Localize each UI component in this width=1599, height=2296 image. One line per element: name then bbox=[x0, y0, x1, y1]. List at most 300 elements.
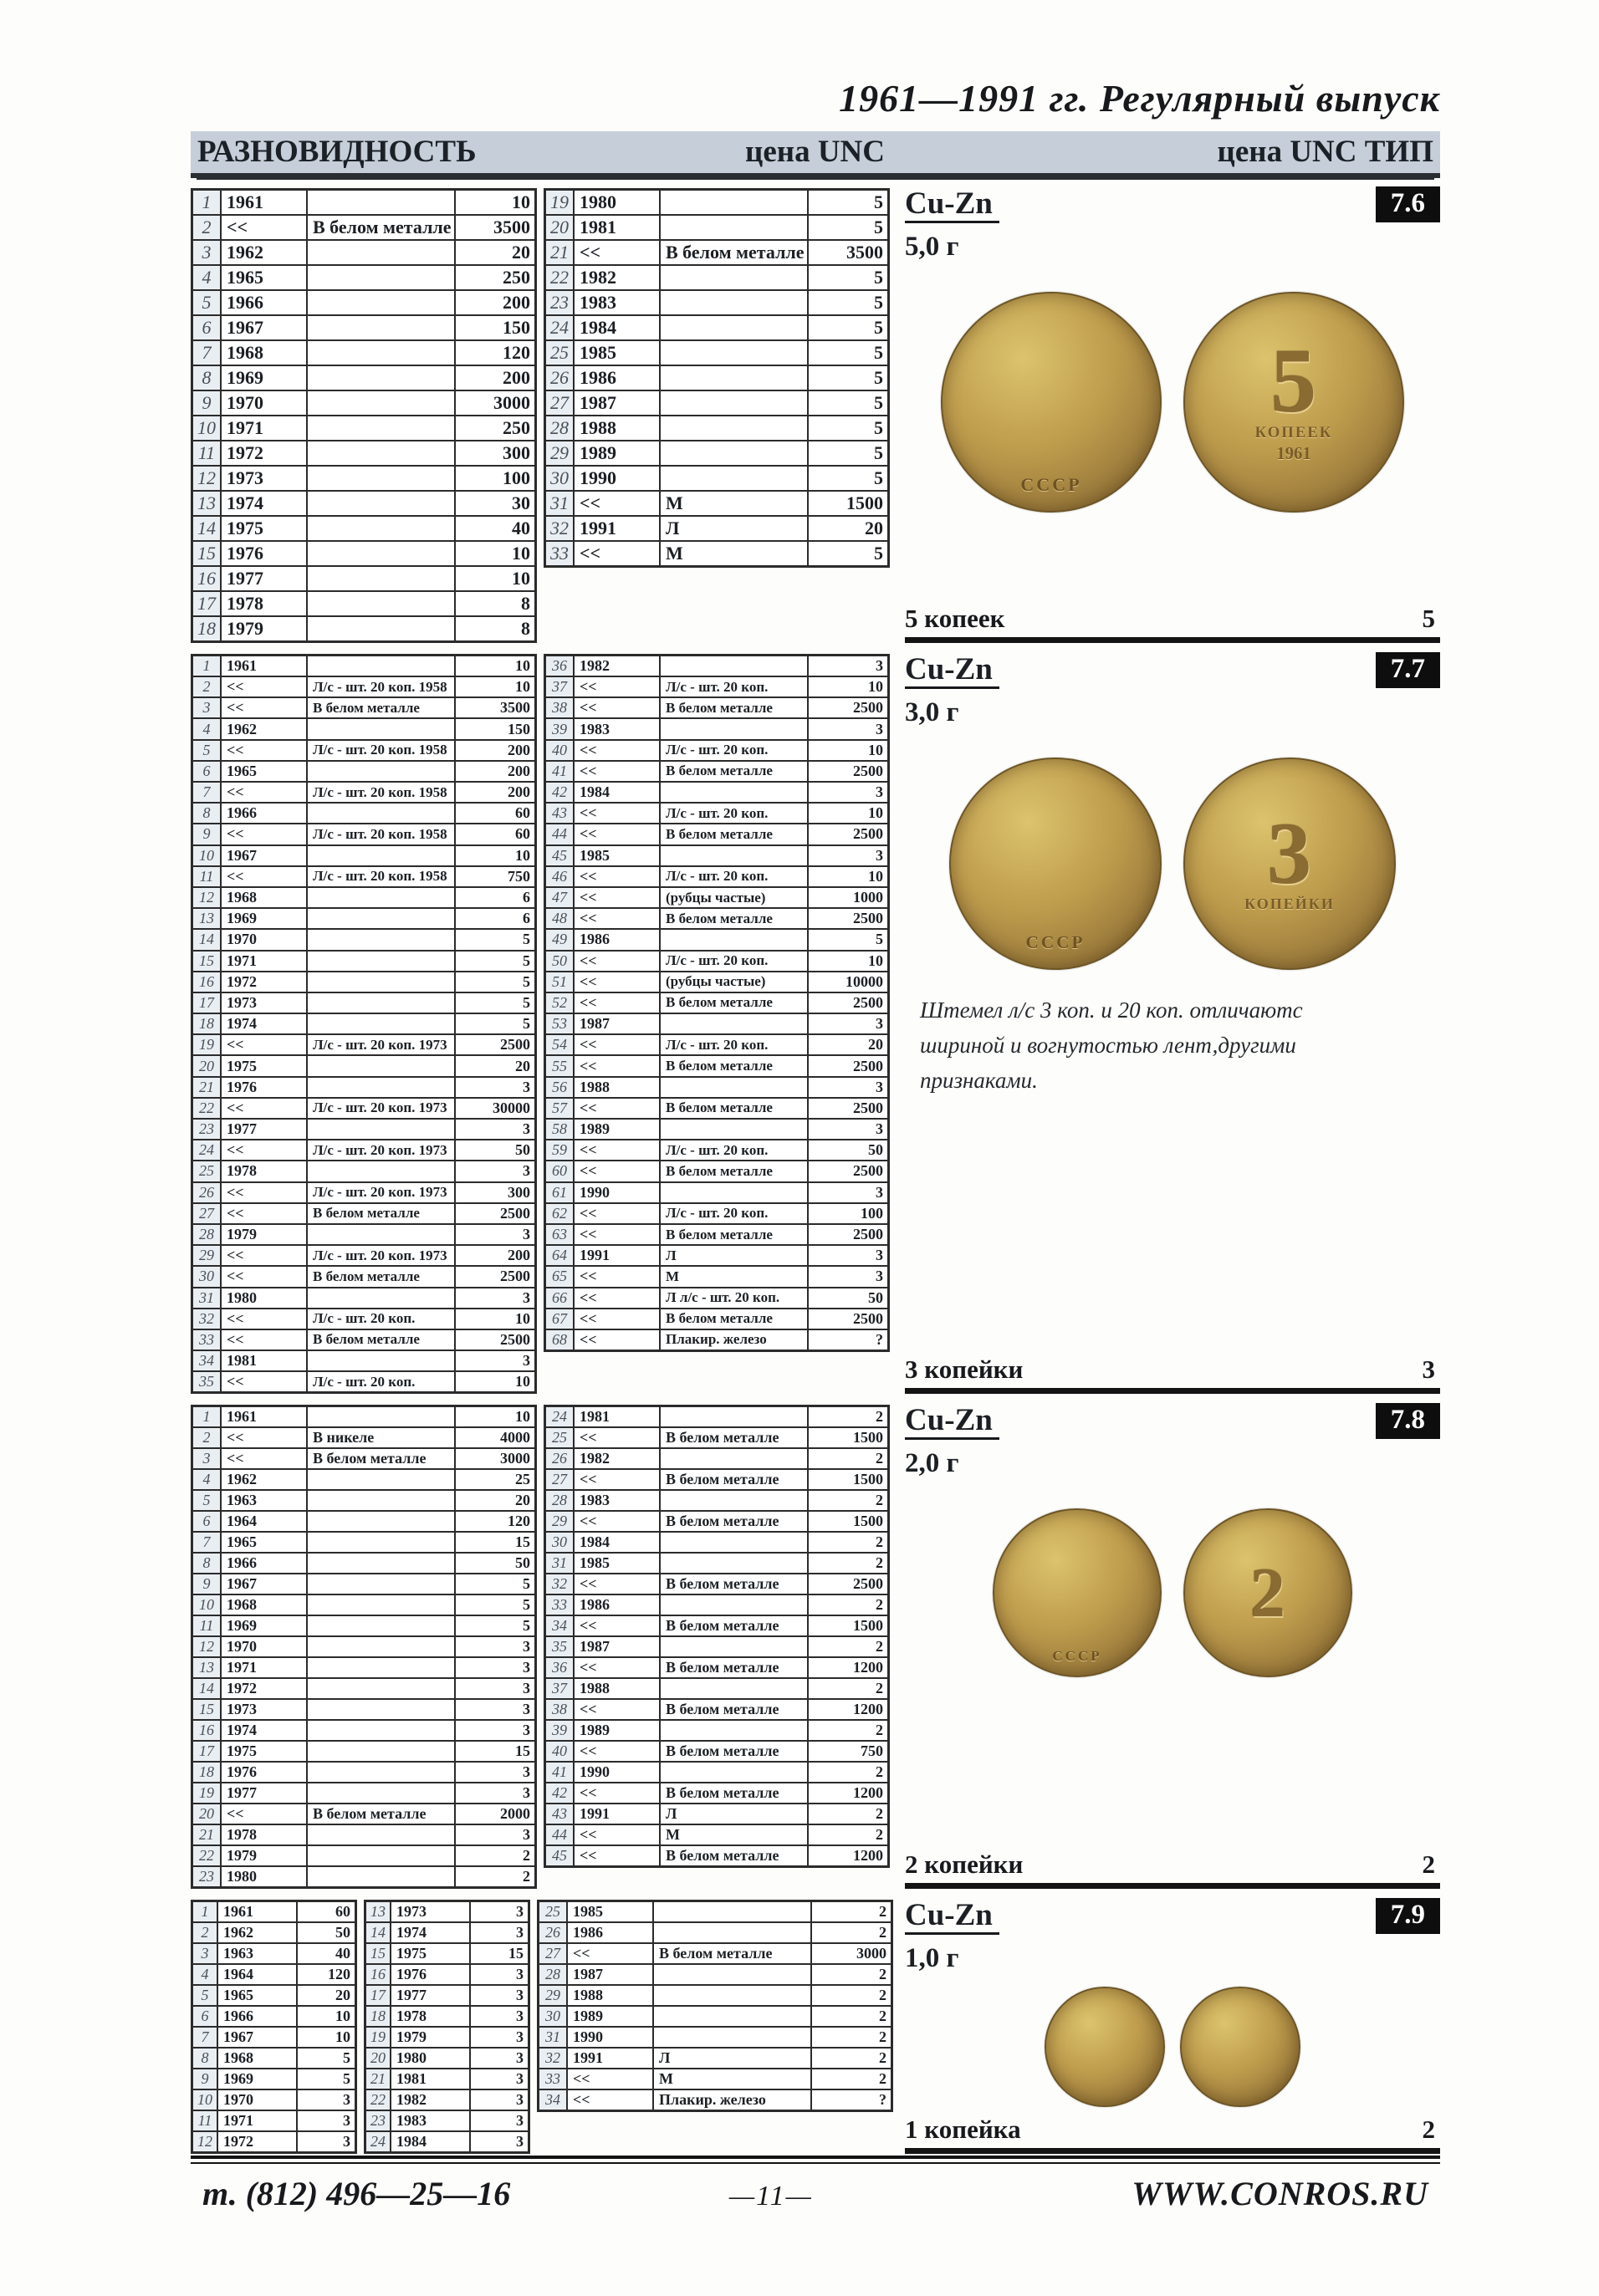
cell-year: 1986 bbox=[574, 929, 660, 950]
cell-price: 3000 bbox=[455, 1448, 536, 1469]
cell-price: 3 bbox=[470, 1964, 529, 1985]
cell-desc: В белом металле bbox=[660, 1055, 808, 1076]
cell-desc: Л/с - шт. 20 коп. bbox=[307, 1371, 455, 1393]
cell-price: ? bbox=[808, 1329, 889, 1351]
table-row bbox=[192, 1427, 536, 1448]
cell-price: 3500 bbox=[455, 215, 536, 240]
cell-year: 1965 bbox=[221, 761, 307, 782]
cell-price: 3 bbox=[470, 2110, 529, 2131]
cell-desc bbox=[307, 591, 455, 616]
cell-year: << bbox=[221, 697, 307, 718]
cell-year: 1984 bbox=[391, 2131, 470, 2153]
table-row bbox=[192, 416, 536, 441]
cell-desc bbox=[307, 466, 455, 491]
cell-year: << bbox=[221, 1804, 307, 1824]
cell-desc: М bbox=[660, 1824, 808, 1845]
cell-year: << bbox=[567, 2089, 653, 2111]
table-row bbox=[192, 365, 536, 390]
cell-year: 1987 bbox=[574, 390, 660, 416]
cell-year: << bbox=[574, 1741, 660, 1762]
cell-year: 1982 bbox=[574, 1448, 660, 1469]
cell-num: 53 bbox=[545, 1013, 575, 1034]
cell-year: << bbox=[574, 697, 660, 718]
weight-label: 5,0 г bbox=[905, 231, 959, 262]
cell-desc bbox=[660, 1490, 808, 1511]
cell-num: 37 bbox=[545, 676, 575, 697]
table-row bbox=[545, 655, 889, 676]
cell-price: 300 bbox=[455, 1182, 536, 1203]
cell-price: 2500 bbox=[808, 1309, 889, 1329]
cell-price: 2 bbox=[808, 1678, 889, 1699]
section-2-kopecks bbox=[191, 1405, 1440, 1889]
cell-price: 200 bbox=[455, 1245, 536, 1266]
cell-price: 2500 bbox=[808, 1574, 889, 1594]
cell-desc bbox=[307, 1224, 455, 1245]
coin-photos bbox=[905, 1987, 1440, 2107]
cell-desc bbox=[307, 491, 455, 516]
cell-num: 44 bbox=[545, 824, 575, 844]
cell-desc: Л/с - шт. 20 коп. bbox=[660, 866, 808, 887]
cell-num: 38 bbox=[545, 697, 575, 718]
cell-year: 1990 bbox=[574, 1762, 660, 1783]
cell-price: 40 bbox=[297, 1943, 356, 1964]
cell-num: 31 bbox=[545, 1553, 575, 1574]
table-row bbox=[192, 1678, 536, 1699]
table-row bbox=[545, 1119, 889, 1140]
cell-price: 2500 bbox=[455, 1329, 536, 1350]
table-row bbox=[545, 365, 889, 390]
table-row bbox=[192, 782, 536, 803]
type-price-label: 5 bbox=[1422, 603, 1435, 633]
cell-desc bbox=[660, 782, 808, 803]
table-row bbox=[545, 1657, 889, 1678]
cell-num: 1 bbox=[192, 1406, 222, 1428]
cell-num: 57 bbox=[545, 1098, 575, 1119]
section-footer bbox=[905, 1350, 1440, 1394]
table-row bbox=[545, 1532, 889, 1553]
cell-year: 1975 bbox=[221, 1055, 307, 1076]
cell-year: << bbox=[221, 1309, 307, 1329]
cell-price: 3 bbox=[455, 1350, 536, 1371]
price-unc-type-header-label: цена UNC ТИП bbox=[1217, 135, 1433, 170]
cell-price: 3 bbox=[470, 2089, 529, 2110]
table-row bbox=[545, 782, 889, 803]
table-row bbox=[192, 1594, 536, 1615]
cell-price: 5 bbox=[808, 416, 889, 441]
cell-year: << bbox=[574, 1224, 660, 1245]
cell-num: 21 bbox=[545, 240, 575, 265]
cell-year: 1962 bbox=[221, 1469, 307, 1490]
cell-desc: (рубцы частые) bbox=[660, 887, 808, 908]
cell-price: 3000 bbox=[455, 390, 536, 416]
cell-year: << bbox=[221, 1371, 307, 1393]
cell-desc bbox=[307, 265, 455, 290]
cell-desc: В белом металле bbox=[307, 215, 455, 240]
cell-desc: Плакир. железо bbox=[653, 2089, 811, 2111]
cell-year: 1969 bbox=[221, 1615, 307, 1636]
cell-price: 250 bbox=[455, 265, 536, 290]
cell-year: 1977 bbox=[391, 1985, 470, 2006]
cell-year: << bbox=[574, 972, 660, 992]
cell-num: 26 bbox=[192, 1182, 222, 1203]
cell-price: 5 bbox=[455, 1574, 536, 1594]
variety-tables bbox=[191, 188, 893, 643]
cell-num: 27 bbox=[539, 1943, 568, 1964]
table-row bbox=[545, 1762, 889, 1783]
cell-year: 1977 bbox=[221, 1783, 307, 1804]
cell-num: 16 bbox=[192, 972, 222, 992]
table-row bbox=[545, 761, 889, 782]
cell-num: 32 bbox=[192, 1309, 222, 1329]
cell-num: 18 bbox=[192, 1013, 222, 1034]
cell-num: 8 bbox=[192, 1553, 222, 1574]
cell-price: 10 bbox=[808, 803, 889, 824]
coin-name-label: 3 копейки bbox=[905, 1355, 1024, 1385]
cell-year: 1970 bbox=[221, 390, 307, 416]
cell-year: 1973 bbox=[221, 992, 307, 1013]
table-row bbox=[545, 1783, 889, 1804]
cell-year: 1972 bbox=[221, 1678, 307, 1699]
cell-year: 1966 bbox=[221, 1553, 307, 1574]
table-row bbox=[192, 1224, 536, 1245]
cell-price: 5 bbox=[455, 951, 536, 972]
cell-year: << bbox=[574, 1469, 660, 1490]
cell-desc: В белом металле bbox=[660, 697, 808, 718]
cell-num: 45 bbox=[545, 845, 575, 866]
table-row bbox=[545, 265, 889, 290]
cell-num: 29 bbox=[192, 1245, 222, 1266]
cell-desc: В белом металле bbox=[660, 1098, 808, 1119]
cell-year: 1974 bbox=[221, 1720, 307, 1741]
cell-year: 1983 bbox=[574, 290, 660, 315]
cell-desc bbox=[660, 441, 808, 466]
cell-num: 22 bbox=[365, 2089, 391, 2110]
cell-price: 300 bbox=[455, 441, 536, 466]
cell-year: << bbox=[221, 866, 307, 887]
cell-desc bbox=[653, 1985, 811, 2006]
cell-desc: В белом металле bbox=[660, 240, 808, 265]
cell-num: 15 bbox=[192, 951, 222, 972]
cell-num: 3 bbox=[192, 697, 222, 718]
cell-desc bbox=[307, 365, 455, 390]
cell-desc: В белом металле bbox=[660, 1309, 808, 1329]
cell-price: 2 bbox=[808, 1490, 889, 1511]
cell-num: 25 bbox=[545, 340, 575, 365]
cell-desc bbox=[660, 215, 808, 240]
cell-year: << bbox=[574, 1427, 660, 1448]
cell-num: 5 bbox=[192, 740, 222, 761]
cell-num: 22 bbox=[192, 1845, 222, 1866]
cell-desc bbox=[660, 1077, 808, 1098]
cell-desc bbox=[307, 1532, 455, 1553]
cell-year: << bbox=[574, 240, 660, 265]
cell-price: 2500 bbox=[808, 1055, 889, 1076]
cell-num: 29 bbox=[545, 441, 575, 466]
cell-year: 1968 bbox=[221, 887, 307, 908]
cell-price: 2 bbox=[811, 1901, 892, 1923]
cell-desc: Л/с - шт. 20 коп. 1958 bbox=[307, 740, 455, 761]
cell-desc: Л/с - шт. 20 коп. bbox=[660, 1034, 808, 1055]
type-price-label: 2 bbox=[1422, 2115, 1435, 2145]
table-row bbox=[545, 972, 889, 992]
cell-price: 2 bbox=[455, 1845, 536, 1866]
cell-num: 12 bbox=[192, 466, 222, 491]
cell-year: 1968 bbox=[221, 340, 307, 365]
cell-year: 1991 bbox=[574, 1804, 660, 1824]
cell-num: 67 bbox=[545, 1309, 575, 1329]
metal-label: Cu-Zn bbox=[905, 188, 999, 223]
cell-desc: Л bbox=[660, 1804, 808, 1824]
table-row bbox=[365, 2006, 529, 2027]
cell-desc bbox=[307, 1469, 455, 1490]
table-row bbox=[545, 1448, 889, 1469]
cell-num: 64 bbox=[545, 1245, 575, 1266]
cell-desc: Л/с - шт. 20 коп. bbox=[307, 1309, 455, 1329]
cell-price: 3 bbox=[455, 1636, 536, 1657]
cell-year: 1976 bbox=[221, 1762, 307, 1783]
cell-year: 1986 bbox=[574, 365, 660, 390]
cell-year: 1966 bbox=[221, 290, 307, 315]
table-row bbox=[545, 390, 889, 416]
cell-price: 5 bbox=[455, 1013, 536, 1034]
cell-price: 1500 bbox=[808, 1615, 889, 1636]
cell-num: 32 bbox=[545, 516, 575, 541]
cell-year: 1981 bbox=[574, 215, 660, 240]
cell-desc bbox=[660, 655, 808, 676]
table-row bbox=[545, 1490, 889, 1511]
cell-num: 16 bbox=[192, 566, 222, 591]
cell-desc: В белом металле bbox=[660, 908, 808, 929]
page-footer bbox=[191, 2174, 1440, 2213]
cell-desc bbox=[660, 365, 808, 390]
cell-year: 1966 bbox=[217, 2006, 297, 2027]
table-row bbox=[192, 1469, 536, 1490]
cell-year: 1978 bbox=[391, 2006, 470, 2027]
cell-desc: Л/с - шт. 20 коп. 1958 bbox=[307, 866, 455, 887]
cell-year: 1987 bbox=[567, 1964, 653, 1985]
cell-price: 2 bbox=[808, 1804, 889, 1824]
cell-year: 1982 bbox=[574, 655, 660, 676]
cell-year: << bbox=[574, 1140, 660, 1161]
cell-year: 1961 bbox=[221, 655, 307, 676]
cell-desc: В белом металле bbox=[307, 1203, 455, 1224]
cell-price: 3 bbox=[808, 1245, 889, 1266]
cell-price: 6 bbox=[455, 887, 536, 908]
table-row bbox=[365, 2089, 529, 2110]
cell-price: 3 bbox=[470, 1922, 529, 1943]
cell-num: 61 bbox=[545, 1182, 575, 1203]
cell-price: 3 bbox=[297, 2131, 356, 2153]
coin-info-head bbox=[905, 188, 1440, 270]
cell-num: 20 bbox=[545, 215, 575, 240]
cell-desc bbox=[307, 1762, 455, 1783]
table-row bbox=[545, 290, 889, 315]
cell-num: 31 bbox=[545, 491, 575, 516]
weight-label: 2,0 г bbox=[905, 1448, 959, 1479]
cell-num: 42 bbox=[545, 1783, 575, 1804]
cell-price: 5 bbox=[808, 189, 889, 215]
cell-num: 23 bbox=[365, 2110, 391, 2131]
coin-photos bbox=[905, 758, 1440, 970]
cell-num: 3 bbox=[192, 240, 222, 265]
cell-price: 2 bbox=[808, 1594, 889, 1615]
table-row bbox=[192, 676, 536, 697]
cell-desc bbox=[307, 929, 455, 950]
cell-year: 1989 bbox=[574, 1720, 660, 1741]
type-price-label: 3 bbox=[1422, 1355, 1435, 1385]
table-row bbox=[539, 1964, 892, 1985]
cell-num: 58 bbox=[545, 1119, 575, 1140]
cell-year: << bbox=[574, 740, 660, 761]
cell-num: 19 bbox=[192, 1783, 222, 1804]
table-row bbox=[192, 1762, 536, 1783]
cell-year: << bbox=[574, 1783, 660, 1804]
cell-price: 2 bbox=[808, 1532, 889, 1553]
cell-year: << bbox=[574, 908, 660, 929]
coin-reverse-image bbox=[1180, 1987, 1300, 2107]
cell-desc: Л/с - шт. 20 коп. 1973 bbox=[307, 1140, 455, 1161]
table-row bbox=[192, 1371, 536, 1393]
cell-year: 1974 bbox=[391, 1922, 470, 1943]
table-row bbox=[192, 1657, 536, 1678]
cell-price: 3 bbox=[455, 1762, 536, 1783]
cell-price: 60 bbox=[297, 1901, 356, 1923]
cell-num: 21 bbox=[365, 2069, 391, 2089]
cell-price: 120 bbox=[455, 1511, 536, 1532]
cell-year: 1965 bbox=[221, 265, 307, 290]
cell-num: 5 bbox=[192, 290, 222, 315]
cell-desc: В белом металле bbox=[660, 1511, 808, 1532]
cell-desc bbox=[307, 803, 455, 824]
section-footer bbox=[905, 599, 1440, 643]
cell-num: 32 bbox=[539, 2048, 568, 2069]
metal-label: Cu-Zn bbox=[905, 654, 999, 689]
cell-num: 23 bbox=[192, 1866, 222, 1888]
table-row bbox=[192, 718, 536, 739]
cell-year: 1972 bbox=[221, 441, 307, 466]
table-row bbox=[545, 315, 889, 340]
cell-year: << bbox=[221, 824, 307, 844]
cell-year: 1962 bbox=[217, 1922, 297, 1943]
cell-num: 34 bbox=[192, 1350, 222, 1371]
table-row bbox=[192, 315, 536, 340]
table-row bbox=[192, 1866, 536, 1888]
cell-year: << bbox=[574, 1845, 660, 1867]
cell-year: 1968 bbox=[221, 1594, 307, 1615]
cell-price: 2 bbox=[811, 2027, 892, 2048]
cell-price: 2500 bbox=[808, 1161, 889, 1181]
type-badge: 7.7 bbox=[1376, 652, 1440, 688]
cell-desc bbox=[660, 189, 808, 215]
cell-price: 30 bbox=[455, 491, 536, 516]
table-row bbox=[192, 566, 536, 591]
coin-info bbox=[893, 188, 1440, 643]
table-row bbox=[192, 908, 536, 929]
cell-desc bbox=[660, 845, 808, 866]
cell-price: 2 bbox=[811, 1922, 892, 1943]
cell-price: 3500 bbox=[455, 697, 536, 718]
table-row bbox=[365, 2069, 529, 2089]
cell-num: 11 bbox=[192, 2110, 218, 2131]
cell-num: 11 bbox=[192, 866, 222, 887]
cell-price: 2500 bbox=[808, 1098, 889, 1119]
table-row bbox=[192, 265, 536, 290]
variety-table-left bbox=[191, 654, 537, 1395]
coin-obverse-image bbox=[1045, 1987, 1165, 2107]
cell-price: 2 bbox=[808, 1448, 889, 1469]
table-row bbox=[545, 1329, 889, 1351]
cell-year: 1963 bbox=[221, 1490, 307, 1511]
cell-num: 30 bbox=[539, 2006, 568, 2027]
cell-year: 1970 bbox=[221, 929, 307, 950]
cell-year: << bbox=[221, 1098, 307, 1119]
table-row bbox=[192, 1350, 536, 1371]
table-row bbox=[545, 1741, 889, 1762]
cell-desc bbox=[307, 315, 455, 340]
cell-num: 32 bbox=[545, 1574, 575, 1594]
variety-table-left bbox=[191, 1405, 537, 1889]
cell-num: 55 bbox=[545, 1055, 575, 1076]
cell-num: 19 bbox=[365, 2027, 391, 2048]
cell-price: 5 bbox=[808, 541, 889, 567]
cell-price: 20 bbox=[808, 1034, 889, 1055]
cell-price: 2 bbox=[811, 1985, 892, 2006]
cell-price: 5 bbox=[808, 390, 889, 416]
table-row bbox=[192, 1309, 536, 1329]
cell-num: 30 bbox=[192, 1266, 222, 1287]
cell-price: 30000 bbox=[455, 1098, 536, 1119]
cell-num: 19 bbox=[545, 189, 575, 215]
table-row bbox=[545, 1203, 889, 1224]
cell-num: 12 bbox=[192, 2131, 218, 2153]
cell-desc: В белом металле bbox=[660, 1469, 808, 1490]
cell-desc: В белом металле bbox=[660, 761, 808, 782]
cell-num: 54 bbox=[545, 1034, 575, 1055]
cell-price: 2500 bbox=[455, 1203, 536, 1224]
cell-year: << bbox=[574, 1699, 660, 1720]
footer-website: WWW.CONROS.RU bbox=[1132, 2175, 1428, 2213]
cell-year: 1973 bbox=[221, 466, 307, 491]
cell-year: << bbox=[221, 1203, 307, 1224]
cell-num: 1 bbox=[192, 655, 222, 676]
cell-year: 1962 bbox=[221, 718, 307, 739]
cell-num: 8 bbox=[192, 803, 222, 824]
cell-price: 2500 bbox=[808, 824, 889, 844]
cell-year: << bbox=[574, 761, 660, 782]
cell-num: 24 bbox=[545, 315, 575, 340]
cell-num: 30 bbox=[545, 466, 575, 491]
table-row bbox=[192, 951, 536, 972]
cell-desc bbox=[307, 1741, 455, 1762]
table-row bbox=[192, 1943, 356, 1964]
cell-year: << bbox=[574, 824, 660, 844]
cell-price: 2500 bbox=[455, 1266, 536, 1287]
cell-desc bbox=[307, 240, 455, 265]
cell-num: 33 bbox=[192, 1329, 222, 1350]
cell-desc: В белом металле bbox=[660, 1161, 808, 1181]
cell-price: 10 bbox=[808, 951, 889, 972]
table-row bbox=[539, 1922, 892, 1943]
variety-table-right bbox=[544, 188, 890, 568]
coin-info bbox=[893, 1405, 1440, 1889]
cell-year: 1980 bbox=[221, 1288, 307, 1309]
cell-desc bbox=[660, 1119, 808, 1140]
cell-num: 28 bbox=[545, 1490, 575, 1511]
cell-desc bbox=[307, 189, 455, 215]
coin-obverse-image bbox=[993, 1508, 1162, 1677]
cell-price: 1200 bbox=[808, 1783, 889, 1804]
cell-num: 34 bbox=[539, 2089, 568, 2111]
